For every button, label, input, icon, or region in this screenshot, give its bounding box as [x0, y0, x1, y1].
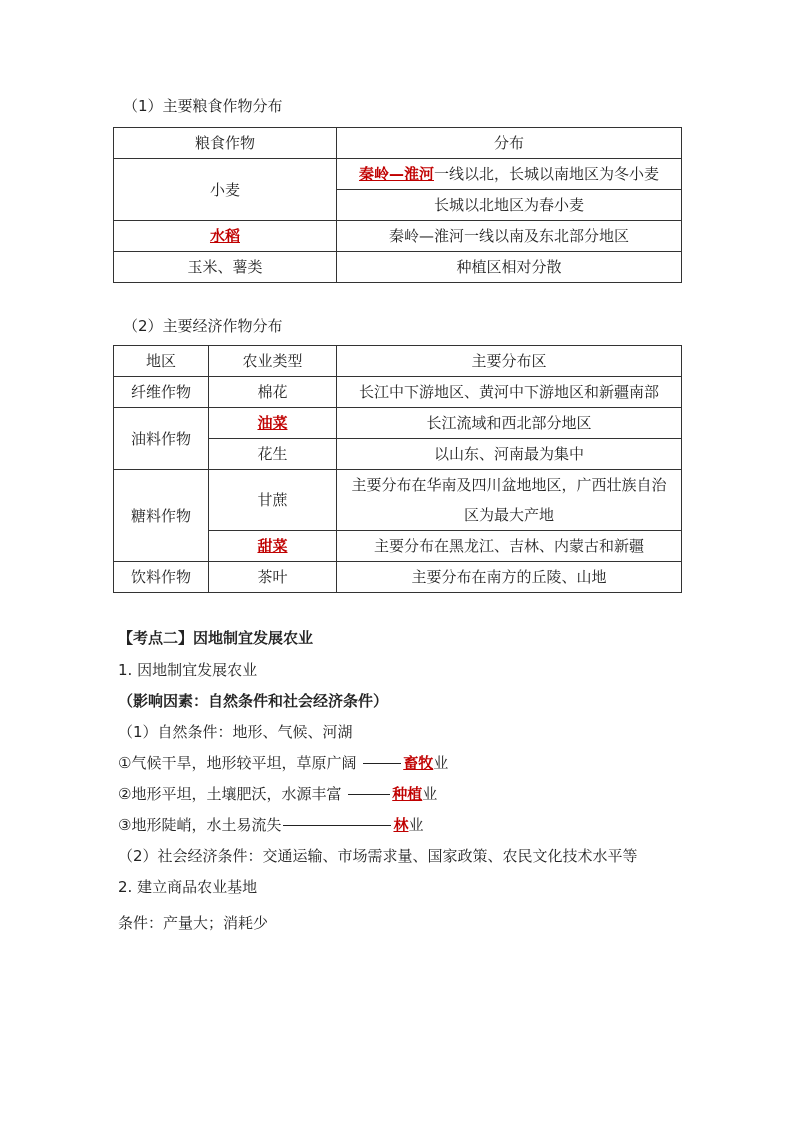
region-oil: 油料作物	[114, 408, 209, 470]
type-sugarcane: 甘蔗	[209, 470, 337, 531]
region-fiber: 纤维作物	[114, 377, 209, 408]
crop-wheat: 小麦	[114, 159, 337, 221]
type-beet	[209, 531, 337, 562]
table-header-cell: 农业类型	[209, 346, 337, 377]
paragraph-5-highlight: 种植	[392, 785, 423, 803]
paragraph-5	[118, 783, 437, 805]
paragraph-3: （1）自然条件：地形、气候、河湖	[118, 723, 353, 741]
paragraph-9: 条件：产量大；消耗少	[118, 914, 269, 932]
cotton-distribution: 长江中下游地区、黄河中下游地区和新疆南部	[337, 377, 682, 408]
paragraph-1: 1. 因地制宜发展农业	[118, 661, 258, 679]
table-header-cell: 粮食作物	[114, 128, 337, 159]
paragraph-5-text: ②地形平坦，土壤肥沃，水源丰富	[118, 785, 342, 803]
tea-distribution: 主要分布在南方的丘陵、山地	[337, 562, 682, 593]
qinling-huaihe-highlight: 秦岭—淮河	[358, 165, 434, 183]
table-row	[114, 252, 682, 283]
table-row	[114, 408, 682, 439]
paragraph-4	[118, 752, 448, 774]
paragraph-5-end: 业	[422, 785, 438, 803]
kp2-title: 【考点二】因地制宜发展农业	[118, 629, 314, 647]
table-row	[114, 159, 682, 190]
wheat-distribution-2: 长城以北地区为春小麦	[337, 190, 682, 221]
paragraph-4-end: 业	[433, 754, 449, 772]
table-row	[114, 377, 682, 408]
table-header-cell: 分布	[337, 128, 682, 159]
beet-distribution: 主要分布在黑龙江、吉林、内蒙古和新疆	[337, 531, 682, 562]
region-drink: 饮料作物	[114, 562, 209, 593]
section2-title: （2）主要经济作物分布	[123, 317, 283, 335]
wheat-distribution-1	[337, 159, 682, 190]
rice-distribution: 秦岭—淮河一线以南及东北部分地区	[337, 221, 682, 252]
rapeseed-highlight: 油菜	[257, 414, 288, 432]
rapeseed-distribution: 长江流域和西北部分地区	[337, 408, 682, 439]
type-tea: 茶叶	[209, 562, 337, 593]
sugarcane-distribution	[337, 470, 682, 531]
beet-highlight: 甜菜	[257, 537, 288, 555]
table-row	[114, 221, 682, 252]
dash-line	[348, 794, 390, 795]
type-peanut: 花生	[209, 439, 337, 470]
paragraph-8: 2. 建立商品农业基地	[118, 878, 258, 896]
paragraph-6-text: ③地形陡峭，水土易流失	[118, 816, 282, 834]
table-header-cell: 地区	[114, 346, 209, 377]
crop-rice	[114, 221, 337, 252]
type-cotton: 棉花	[209, 377, 337, 408]
corn-distribution: 种植区相对分散	[337, 252, 682, 283]
table-row	[114, 562, 682, 593]
table-row	[114, 128, 682, 159]
crop-corn: 玉米、薯类	[114, 252, 337, 283]
table-row	[114, 470, 682, 531]
table-header-cell: 主要分布区	[337, 346, 682, 377]
sugarcane-distribution-line1: 主要分布在华南及四川盆地地区，广西壮族自治	[351, 476, 667, 494]
section1-title: （1）主要粮食作物分布	[123, 97, 283, 115]
table-row	[114, 346, 682, 377]
economic-crops-table	[113, 345, 682, 593]
dash-line	[283, 825, 391, 826]
paragraph-4-highlight: 畜牧	[403, 754, 434, 772]
dash-line	[363, 763, 401, 764]
sugarcane-distribution-line2: 区为最大产地	[463, 506, 554, 524]
paragraph-7: （2）社会经济条件：交通运输、市场需求量、国家政策、农民文化技术水平等	[118, 847, 638, 865]
paragraph-6-end: 业	[408, 816, 424, 834]
region-sugar: 糖料作物	[114, 470, 209, 562]
wheat-distribution-text: 一线以北，长城以南地区为冬小麦	[434, 165, 660, 183]
rice-highlight: 水稻	[209, 227, 240, 245]
grain-crops-table	[113, 127, 682, 283]
paragraph-6-highlight: 林	[393, 816, 409, 834]
paragraph-4-text: ①气候干旱，地形较平坦，草原广阔	[118, 754, 357, 772]
paragraph-2: （影响因素：自然条件和社会经济条件）	[118, 692, 389, 710]
paragraph-6	[118, 814, 423, 836]
peanut-distribution: 以山东、河南最为集中	[337, 439, 682, 470]
type-rapeseed	[209, 408, 337, 439]
